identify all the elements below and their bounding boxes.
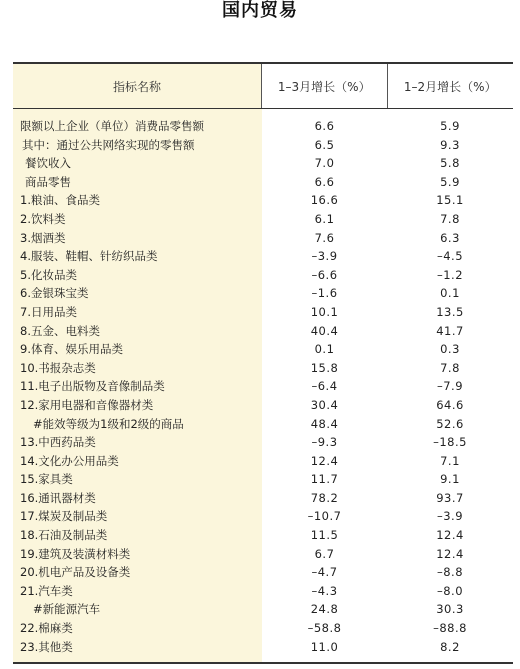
jan-mar-value: 7.0 <box>314 156 335 171</box>
row-label: 18.石油及制品类 <box>20 528 108 543</box>
jan-feb-value: 12.4 <box>436 528 464 543</box>
jan-mar-value: 16.6 <box>310 193 339 208</box>
table-header <box>13 64 513 109</box>
jan-feb-value: 5.9 <box>440 174 460 189</box>
jan-mar-value: 15.8 <box>310 360 339 375</box>
jan-feb-value: –88.8 <box>433 621 467 636</box>
jan-mar-value: 24.8 <box>310 602 339 617</box>
table-body <box>13 109 513 662</box>
jan-mar-value: –1.6 <box>311 286 338 301</box>
row-label: #能效等级为1级和2级的商品 <box>33 416 184 431</box>
jan-mar-value: 11.0 <box>310 639 339 654</box>
row-label: 1.粮油、食品类 <box>20 193 100 208</box>
jan-mar-value: 6.6 <box>314 174 335 189</box>
jan-mar-value: 10.1 <box>310 304 339 319</box>
jan-feb-value: –3.9 <box>436 509 464 524</box>
row-label: 3.烟酒类 <box>20 230 66 245</box>
row-label: 5.化妆品类 <box>20 267 77 282</box>
jan-feb-value: 9.3 <box>440 137 460 152</box>
jan-feb-value: 7.1 <box>440 453 460 468</box>
jan-mar-column <box>262 109 387 662</box>
jan-mar-value: 48.4 <box>310 416 339 431</box>
jan-mar-value: 11.7 <box>310 472 339 487</box>
jan-feb-value: –1.2 <box>436 267 464 282</box>
jan-feb-value: 30.3 <box>436 602 464 617</box>
jan-mar-value: 40.4 <box>310 323 339 338</box>
row-label: 20.机电产品及设备类 <box>20 565 131 580</box>
row-label: 6.金银珠宝类 <box>20 286 89 301</box>
jan-mar-value: 7.6 <box>314 230 335 245</box>
jan-feb-value: 13.5 <box>436 304 464 319</box>
jan-mar-value: –6.4 <box>311 379 338 394</box>
jan-feb-value: 8.2 <box>440 639 460 654</box>
row-label: 23.其他类 <box>20 639 73 654</box>
row-label: 14.文化办公用品类 <box>20 453 119 468</box>
jan-feb-value: 52.6 <box>436 416 464 431</box>
row-label: 餐饮收入 <box>25 156 71 171</box>
jan-mar-value: –4.7 <box>311 565 338 580</box>
row-label: 11.电子出版物及音像制品类 <box>20 379 165 394</box>
jan-feb-value: –8.8 <box>436 565 464 580</box>
row-label: 21.汽车类 <box>20 583 73 598</box>
jan-feb-value: –7.9 <box>436 379 464 394</box>
jan-feb-value: 6.3 <box>440 230 460 245</box>
row-label: 其中：通过公共网络实现的零售额 <box>22 137 195 152</box>
row-label: 16.通讯器材类 <box>20 490 96 505</box>
row-label: #新能源汽车 <box>33 602 101 617</box>
jan-feb-value: 15.1 <box>436 193 464 208</box>
retail-growth-table <box>13 62 513 664</box>
jan-mar-value: –10.7 <box>307 509 342 524</box>
jan-feb-value: 93.7 <box>436 490 464 505</box>
jan-mar-value: 0.1 <box>314 342 335 357</box>
row-label: 22.棉麻类 <box>20 621 73 636</box>
jan-mar-value: –3.9 <box>311 249 338 264</box>
jan-mar-value: –9.3 <box>311 435 338 450</box>
header-indicator-name: 指标名称 <box>13 64 261 108</box>
row-label: 15.家具类 <box>20 472 73 487</box>
row-label: 12.家用电器和音像器材类 <box>20 397 154 412</box>
jan-feb-value: 41.7 <box>436 323 464 338</box>
jan-mar-value: –6.6 <box>311 267 338 282</box>
row-label: 7.日用品类 <box>20 304 77 319</box>
jan-feb-value: –4.5 <box>436 249 464 264</box>
header-jan-feb-growth: 1–2月增长（%） <box>387 64 514 108</box>
indicator-column <box>13 109 262 662</box>
jan-feb-value: 5.9 <box>440 119 460 133</box>
jan-feb-value: 7.8 <box>440 211 460 226</box>
row-label: 4.服装、鞋帽、针纺织品类 <box>20 249 158 264</box>
jan-feb-column <box>387 109 513 662</box>
jan-mar-value: 6.7 <box>314 546 335 561</box>
jan-feb-value: 5.8 <box>440 156 460 171</box>
jan-feb-value: –18.5 <box>433 435 467 450</box>
jan-mar-value: 6.6 <box>314 119 335 133</box>
jan-feb-value: 9.1 <box>440 472 460 487</box>
jan-feb-value: –8.0 <box>436 583 464 598</box>
row-label: 17.煤炭及制品类 <box>20 509 108 524</box>
row-label: 2.饮料类 <box>20 211 66 226</box>
jan-mar-value: 30.4 <box>310 397 339 412</box>
row-label: 19.建筑及装潢材料类 <box>20 546 131 561</box>
jan-feb-value: 64.6 <box>436 397 464 412</box>
row-label: 10.书报杂志类 <box>20 360 96 375</box>
row-label: 商品零售 <box>25 174 71 189</box>
jan-feb-value: 0.1 <box>440 286 460 301</box>
header-jan-mar-growth: 1–3月增长（%） <box>261 64 387 108</box>
jan-mar-value: 12.4 <box>310 453 339 468</box>
jan-feb-value: 7.8 <box>440 360 460 375</box>
jan-mar-value: 78.2 <box>310 490 339 505</box>
jan-mar-value: 11.5 <box>310 528 339 543</box>
row-label: 限额以上企业（单位）消费品零售额 <box>20 119 204 133</box>
jan-feb-value: 12.4 <box>436 546 464 561</box>
row-label: 8.五金、电料类 <box>20 323 100 338</box>
jan-mar-value: –58.8 <box>307 621 342 636</box>
row-label: 9.体育、娱乐用品类 <box>20 342 123 357</box>
page-title: 国内贸易 <box>222 0 298 21</box>
jan-mar-value: 6.5 <box>314 137 335 152</box>
jan-mar-value: –4.3 <box>311 583 338 598</box>
jan-mar-value: 6.1 <box>314 211 335 226</box>
row-label: 13.中西药品类 <box>20 435 96 450</box>
jan-feb-value: 0.3 <box>440 342 460 357</box>
